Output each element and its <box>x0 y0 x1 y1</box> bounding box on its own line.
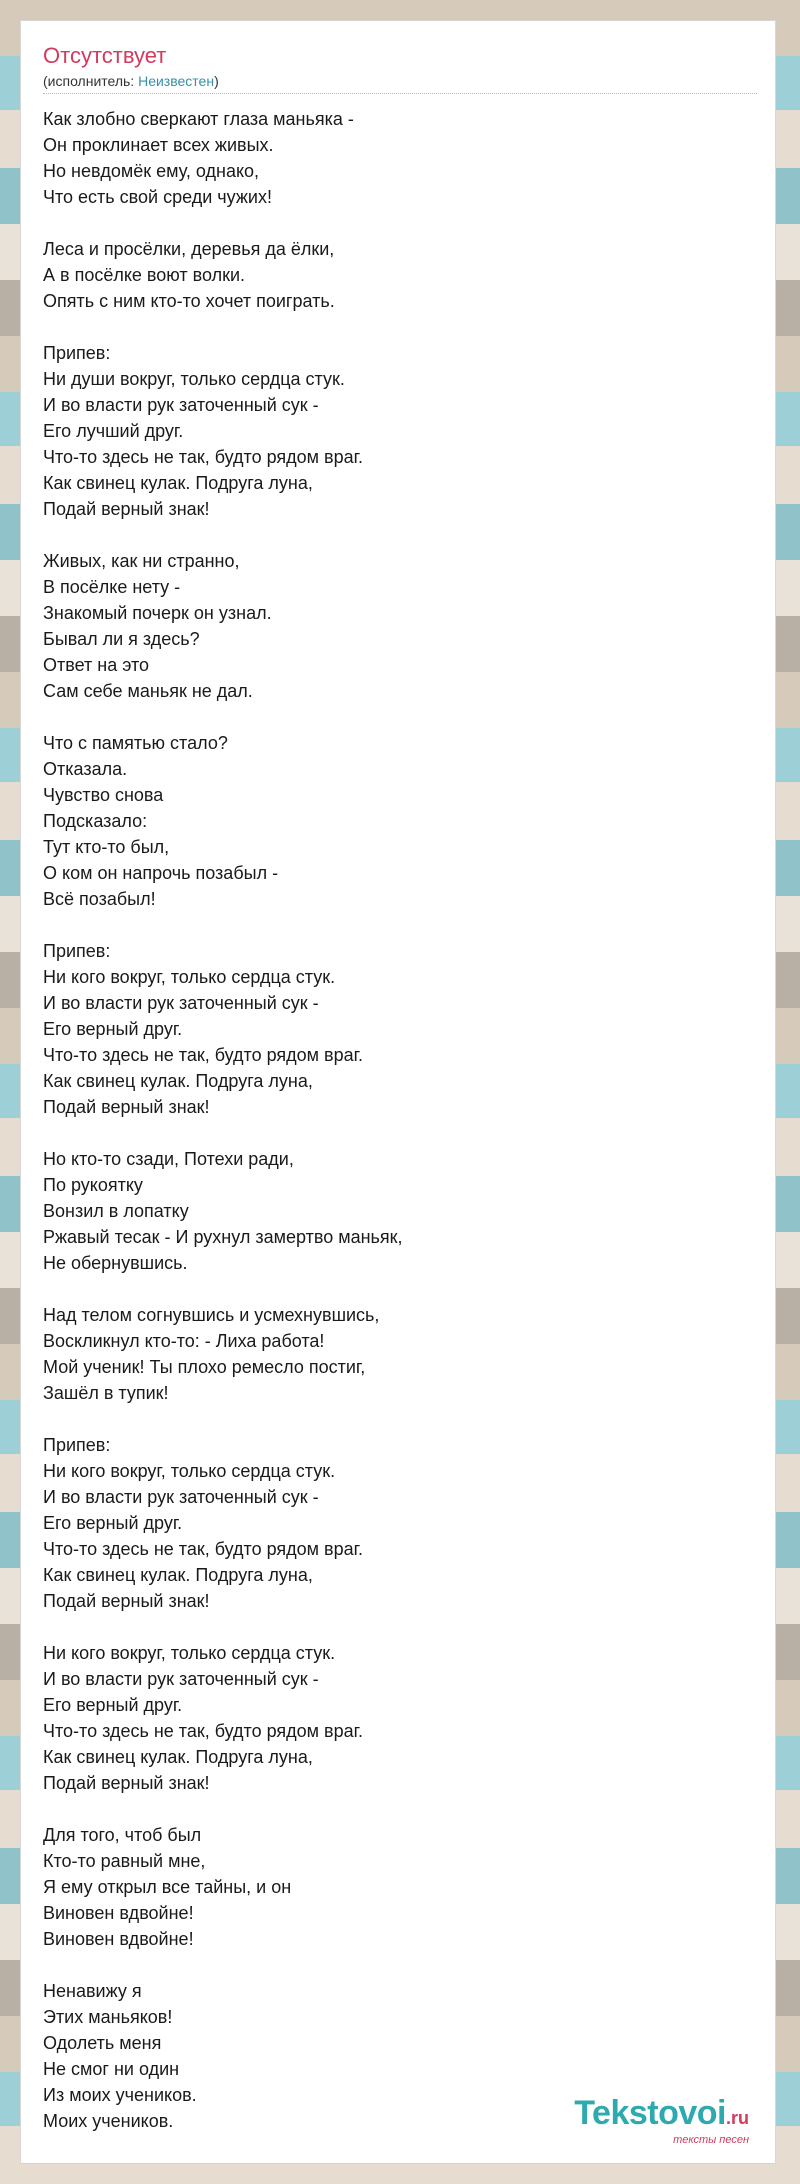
stanza-gap <box>43 1120 743 1146</box>
lyric-line: Воскликнул кто-то: - Лиха работа! <box>43 1331 325 1351</box>
lyric-line: Ненавижу я <box>43 1981 142 2001</box>
lyric-line: Живых, как ни странно, <box>43 551 240 571</box>
lyric-line: Припев: <box>43 1435 111 1455</box>
stanza-gap <box>43 1952 743 1978</box>
lyric-line: Подай верный знак! <box>43 1773 210 1793</box>
lyric-line: И во власти рук заточенный сук - <box>43 993 319 1013</box>
lyric-line: Подай верный знак! <box>43 499 210 519</box>
lyric-line: Как свинец кулак. Подруга луна, <box>43 1565 313 1585</box>
lyric-line: Виновен вдвойне! <box>43 1929 194 1949</box>
lyric-line: О ком он напрочь позабыл - <box>43 863 279 883</box>
logo-tld: .ru <box>725 2108 749 2128</box>
lyric-line: Отказала. <box>43 759 128 779</box>
lyric-line: Но невдомёк ему, однако, <box>43 161 260 181</box>
lyric-line: Что-то здесь не так, будто рядом враг. <box>43 447 364 467</box>
lyric-line: И во власти рук заточенный сук - <box>43 1669 319 1689</box>
lyric-line: Всё позабыл! <box>43 889 156 909</box>
stanza-gap <box>43 1406 743 1432</box>
lyric-line: А в посёлке воют волки. <box>43 265 246 285</box>
lyric-line: Что-то здесь не так, будто рядом враг. <box>43 1539 364 1559</box>
lyrics-card <box>20 20 776 2164</box>
title-divider <box>43 93 757 94</box>
stanza-gap <box>43 704 743 730</box>
lyric-line: Его верный друг. <box>43 1019 183 1039</box>
stanza-gap <box>43 1614 743 1640</box>
lyric-line: Ни кого вокруг, только сердца стук. <box>43 1643 336 1663</box>
lyric-line: Вонзил в лопатку <box>43 1201 189 1221</box>
stanza-gap <box>43 522 743 548</box>
artist-link[interactable]: Неизвестен <box>138 73 215 89</box>
stanza-gap <box>43 1276 743 1302</box>
lyric-line: По рукоятку <box>43 1175 143 1195</box>
lyric-line: И во власти рук заточенный сук - <box>43 395 319 415</box>
lyric-line: Этих маньяков! <box>43 2007 173 2027</box>
lyric-line: Подай верный знак! <box>43 1591 210 1611</box>
lyric-line: Подсказало: <box>43 811 148 831</box>
lyric-line: Из моих учеников. <box>43 2085 197 2105</box>
logo-main: Tekstovoi <box>574 2094 726 2132</box>
lyric-line: Его верный друг. <box>43 1513 183 1533</box>
stanza-gap <box>43 314 743 340</box>
lyric-line: Что-то здесь не так, будто рядом враг. <box>43 1721 364 1741</box>
lyric-line: Для того, чтоб был <box>43 1825 202 1845</box>
lyric-line: И во власти рук заточенный сук - <box>43 1487 319 1507</box>
artist-prefix: (исполнитель: <box>43 73 139 89</box>
lyric-line: Его верный друг. <box>43 1695 183 1715</box>
site-logo[interactable] <box>574 2094 749 2146</box>
lyric-line: Ни кого вокруг, только сердца стук. <box>43 1461 336 1481</box>
lyrics-text <box>43 106 743 2134</box>
lyric-line: Что есть свой среди чужих! <box>43 187 272 207</box>
lyric-line: Ни души вокруг, только сердца стук. <box>43 369 345 389</box>
lyric-line: Опять с ним кто-то хочет поиграть. <box>43 291 335 311</box>
lyric-line: Сам себе маньяк не дал. <box>43 681 253 701</box>
logo-tagline: тексты песен <box>673 2134 749 2146</box>
lyric-line: Зашёл в тупик! <box>43 1383 169 1403</box>
lyric-line: Знакомый почерк он узнал. <box>43 603 272 623</box>
artist-line <box>43 73 219 89</box>
lyric-line: Одолеть меня <box>43 2033 162 2053</box>
song-title: Отсутствует <box>43 43 167 68</box>
lyric-line: Как свинец кулак. Подруга луна, <box>43 1071 313 1091</box>
lyric-line: Как злобно сверкают глаза маньяка - <box>43 109 354 129</box>
lyric-line: Как свинец кулак. Подруга луна, <box>43 1747 313 1767</box>
lyric-line: Не обернувшись. <box>43 1253 188 1273</box>
lyric-line: Подай верный знак! <box>43 1097 210 1117</box>
lyric-line: Моих учеников. <box>43 2111 174 2131</box>
stanza-gap <box>43 210 743 236</box>
lyric-line: Ржавый тесак - И рухнул замертво маньяк, <box>43 1227 403 1247</box>
lyric-line: Мой ученик! Ты плохо ремесло постиг, <box>43 1357 366 1377</box>
stanza-gap <box>43 1796 743 1822</box>
lyric-line: Не смог ни один <box>43 2059 180 2079</box>
lyric-line: Что-то здесь не так, будто рядом враг. <box>43 1045 364 1065</box>
lyric-line: Как свинец кулак. Подруга луна, <box>43 473 313 493</box>
lyric-line: Ни кого вокруг, только сердца стук. <box>43 967 336 987</box>
lyric-line: Леса и просёлки, деревья да ёлки, <box>43 239 335 259</box>
lyric-line: Тут кто-то был, <box>43 837 170 857</box>
lyric-line: В посёлке нету - <box>43 577 181 597</box>
artist-suffix: ) <box>214 73 219 89</box>
lyric-line: Бывал ли я здесь? <box>43 629 200 649</box>
lyric-line: Припев: <box>43 941 111 961</box>
lyric-line: Кто-то равный мне, <box>43 1851 206 1871</box>
lyric-line: Припев: <box>43 343 111 363</box>
lyric-line: Что с памятью стало? <box>43 733 228 753</box>
lyric-line: Виновен вдвойне! <box>43 1903 194 1923</box>
lyric-line: Чувство снова <box>43 785 164 805</box>
lyric-line: Ответ на это <box>43 655 150 675</box>
stanza-gap <box>43 912 743 938</box>
lyric-line: Его лучший друг. <box>43 421 184 441</box>
lyric-line: Но кто-то сзади, Потехи ради, <box>43 1149 294 1169</box>
lyric-line: Я ему открыл все тайны, и он <box>43 1877 292 1897</box>
lyric-line: Над телом согнувшись и усмехнувшись, <box>43 1305 380 1325</box>
lyric-line: Он проклинает всех живых. <box>43 135 274 155</box>
